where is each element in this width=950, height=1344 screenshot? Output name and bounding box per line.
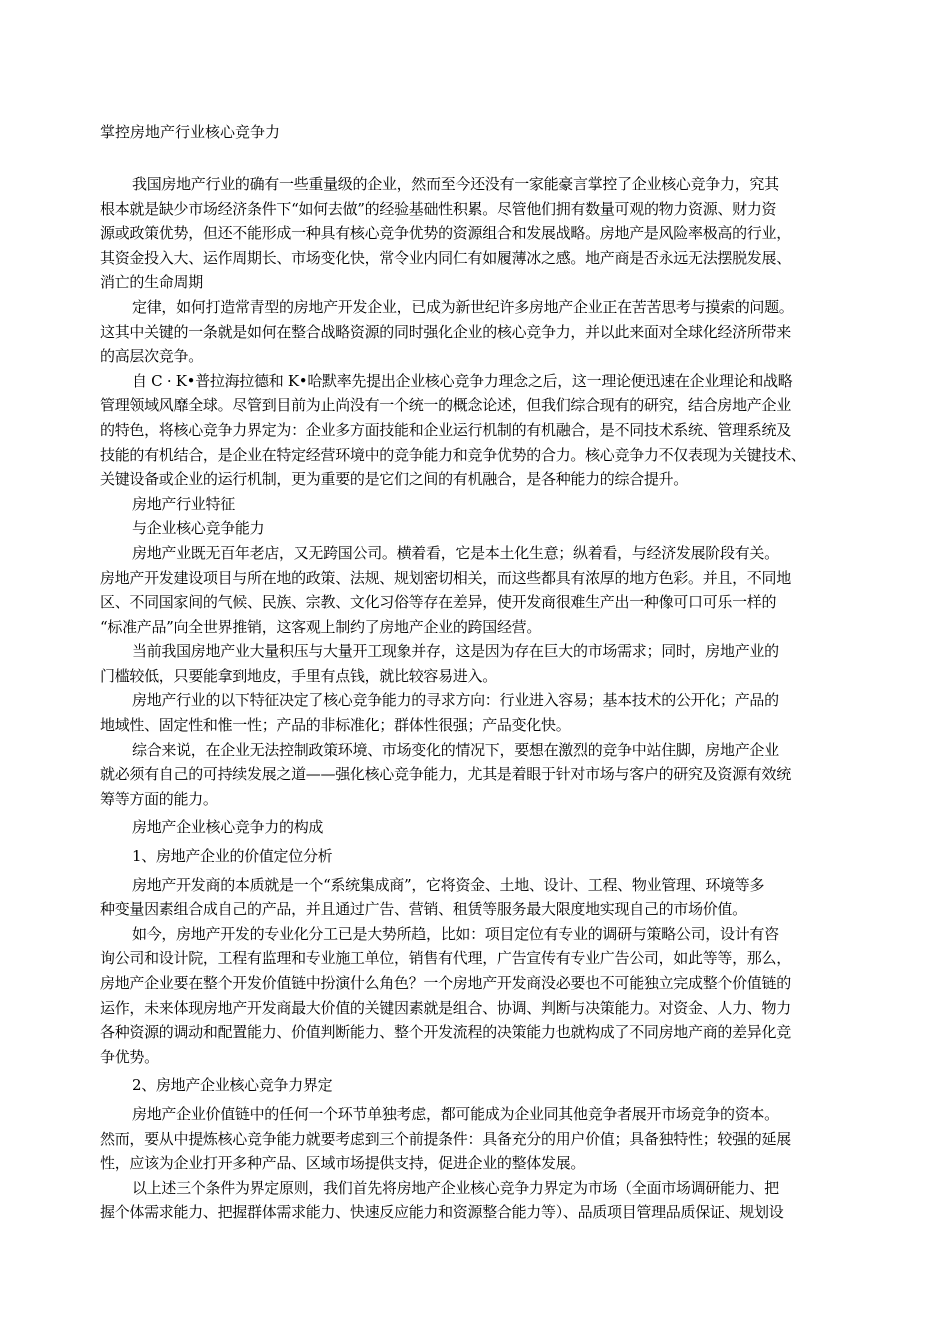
paragraph [100, 688, 852, 737]
text-line: 管理领域风靡全球。尽管到目前为止尚没有一个统一的概念论述，但我们综合现有的研究，结合房地产企业 [100, 396, 791, 415]
text-line: 种变量因素组合成自己的产品，并且通过广告、营销、租赁等服务最大限度地实现自己的市场价值。 [100, 900, 747, 919]
paragraph [100, 172, 852, 295]
paragraph [100, 295, 852, 369]
text-line: 房地产行业特征 [132, 494, 235, 513]
section-heading [100, 815, 852, 840]
text-line: 定律，如何打造常青型的房地产开发企业，已成为新世纪许多房地产企业正在苦苦思考与摸索的问题。 [132, 297, 794, 316]
text-line: 房地产企业价值链中的任何一个环节单独考虑，都可能成为企业同其他竞争者展开市场竞争的资本。 [132, 1104, 779, 1123]
text-line: 技能的有机结合，是企业在特定经营环境中的竞争能力和竞争优势的合力。核心竞争力不仅表现为关键技术、 [100, 445, 806, 464]
text-line: 房地产企业核心竞争力的构成 [132, 818, 324, 837]
text-line: 性，应该为企业打开多种产品、区域市场提供支持，促进企业的整体发展。 [100, 1154, 586, 1173]
text-line: 其资金投入大、运作周期长、市场变化快，常令业内同仁有如履薄冰之感。地产商是否永远无法摆脱发展、 [100, 248, 791, 267]
text-line: 就必须有自己的可持续发展之道——强化核心竞争能力，尤其是着眼于针对市场与客户的研究及资源有效统 [100, 765, 791, 784]
text-line: 的特色，将核心竞争力界定为：企业多方面技能和企业运行机制的有机融合，是不同技术系统、管理系统及 [100, 420, 791, 439]
text-line: 争优势。 [100, 1047, 159, 1066]
paragraph [100, 873, 852, 922]
text-line: 以上述三个条件为界定原则，我们首先将房地产企业核心竞争力界定为市场（全面市场调研能力、把 [132, 1178, 779, 1197]
document-title: 掌控房地产行业核心竞争力 [100, 123, 281, 141]
text-line: 区、不同国家间的气候、民族、宗教、文化习俗等存在差异，使开发商很难生产出一种像可口可乐一样的 [100, 593, 777, 612]
text-line: 我国房地产行业的确有一些重量级的企业，然而至今还没有一家能豪言掌控了企业核心竞争力，究其 [132, 175, 779, 193]
text-line: 1、房地产企业的价值定位分析 [132, 847, 333, 866]
text-line: 自 C · K•普拉海拉德和 K•哈默率先提出企业核心竞争力理念之后，这一理论便迅速在企业理论和战略 [132, 371, 793, 390]
text-line: 这其中关键的一条就是如何在整合战略资源的同时强化企业的核心竞争力，并以此来面对全球化经济所带来 [100, 322, 791, 341]
paragraph [100, 1102, 852, 1176]
text-line: 询公司和设计院，工程有监理和专业施工单位，销售有代理，广告宣传有专业广告公司，如此等等，那么， [100, 949, 791, 968]
text-line: 运作，未来体现房地产开发商最大价值的关键因素就是组合、协调、判断与决策能力。对资金、人力、物力 [100, 998, 791, 1017]
text-line: 筹等方面的能力。 [100, 789, 218, 808]
text-line: 关键设备或企业的运行机制，更为重要的是它们之间的有机融合，是各种能力的综合提升。 [100, 470, 689, 489]
section-heading [100, 492, 852, 517]
text-line: 房地产企业要在整个开发价值链中扮演什么角色？一个房地产开发商没必要也不可能独立完成整个价值链的 [100, 974, 791, 992]
text-line: 当前我国房地产业大量积压与大量开工现象并存，这是因为存在巨大的市场需求；同时，房地产业的 [132, 642, 779, 661]
text-line: 消亡的生命周期 [100, 273, 203, 292]
text-line: 各种资源的调动和配置能力、价值判断能力、整个开发流程的决策能力也就构成了不同房地产商的差异化竞 [100, 1023, 791, 1042]
text-line: 综合来说，在企业无法控制政策环境、市场变化的情况下，要想在激烈的竞争中站住脚，房地产企业 [132, 740, 779, 759]
text-line: 如今，房地产开发的专业化分工已是大势所趋，比如：项目定位有专业的调研与策略公司，设计有咨 [132, 924, 779, 943]
text-line: “标准产品”向全世界推销，这客观上制约了房地产企业的跨国经营。 [100, 617, 542, 636]
section-heading [100, 516, 852, 541]
text-line: 房地产行业的以下特征决定了核心竞争能力的寻求方向：行业进入容易；基本技术的公开化；产品的 [132, 691, 779, 710]
document-body [100, 172, 852, 1225]
paragraph [100, 541, 852, 639]
paragraph [100, 922, 852, 1070]
text-line: 房地产业既无百年老店，又无跨国公司。横着看，它是本土化生意；纵着看，与经济发展阶段有关。 [132, 543, 779, 562]
paragraph [100, 369, 852, 492]
text-line: 的高层次竞争。 [100, 347, 203, 366]
text-line: 房地产开发商的本质就是一个“系统集成商”，它将资金、土地、设计、工程、物业管理、环境等多 [132, 875, 765, 894]
text-line: 然而，要从中提炼核心竞争能力就要考虑到三个前提条件：具备充分的用户价值；具备独特性；较强的延展 [100, 1129, 791, 1148]
text-line: 根本就是缺少市场经济条件下“如何去做”的经验基础性积累。尽管他们拥有数量可观的物力资源、财力资 [100, 199, 777, 218]
text-line: 2、房地产企业核心竞争力界定 [132, 1076, 333, 1095]
text-line: 地域性、固定性和惟一性；产品的非标准化；群体性很强；产品变化快。 [100, 716, 571, 735]
paragraph [100, 738, 852, 812]
text-line: 握个体需求能力、把握群体需求能力、快速反应能力和资源整合能力等）、品质项目管理品质保证、规划设 [100, 1203, 784, 1222]
paragraph [100, 1176, 852, 1225]
section-heading [100, 844, 852, 869]
paragraph [100, 639, 852, 688]
text-line: 源或政策优势，但还不能形成一种具有核心竞争优势的资源组合和发展战略。房地产是风险率极高的行业， [100, 224, 791, 243]
text-line: 房地产开发建设项目与所在地的政策、法规、规划密切相关，而这些都具有浓厚的地方色彩。并且，不同地 [100, 568, 791, 587]
section-heading [100, 1073, 852, 1098]
text-line: 与企业核心竞争能力 [132, 519, 265, 538]
text-line: 门槛较低，只要能拿到地皮，手里有点钱，就比较容易进入。 [100, 666, 497, 685]
